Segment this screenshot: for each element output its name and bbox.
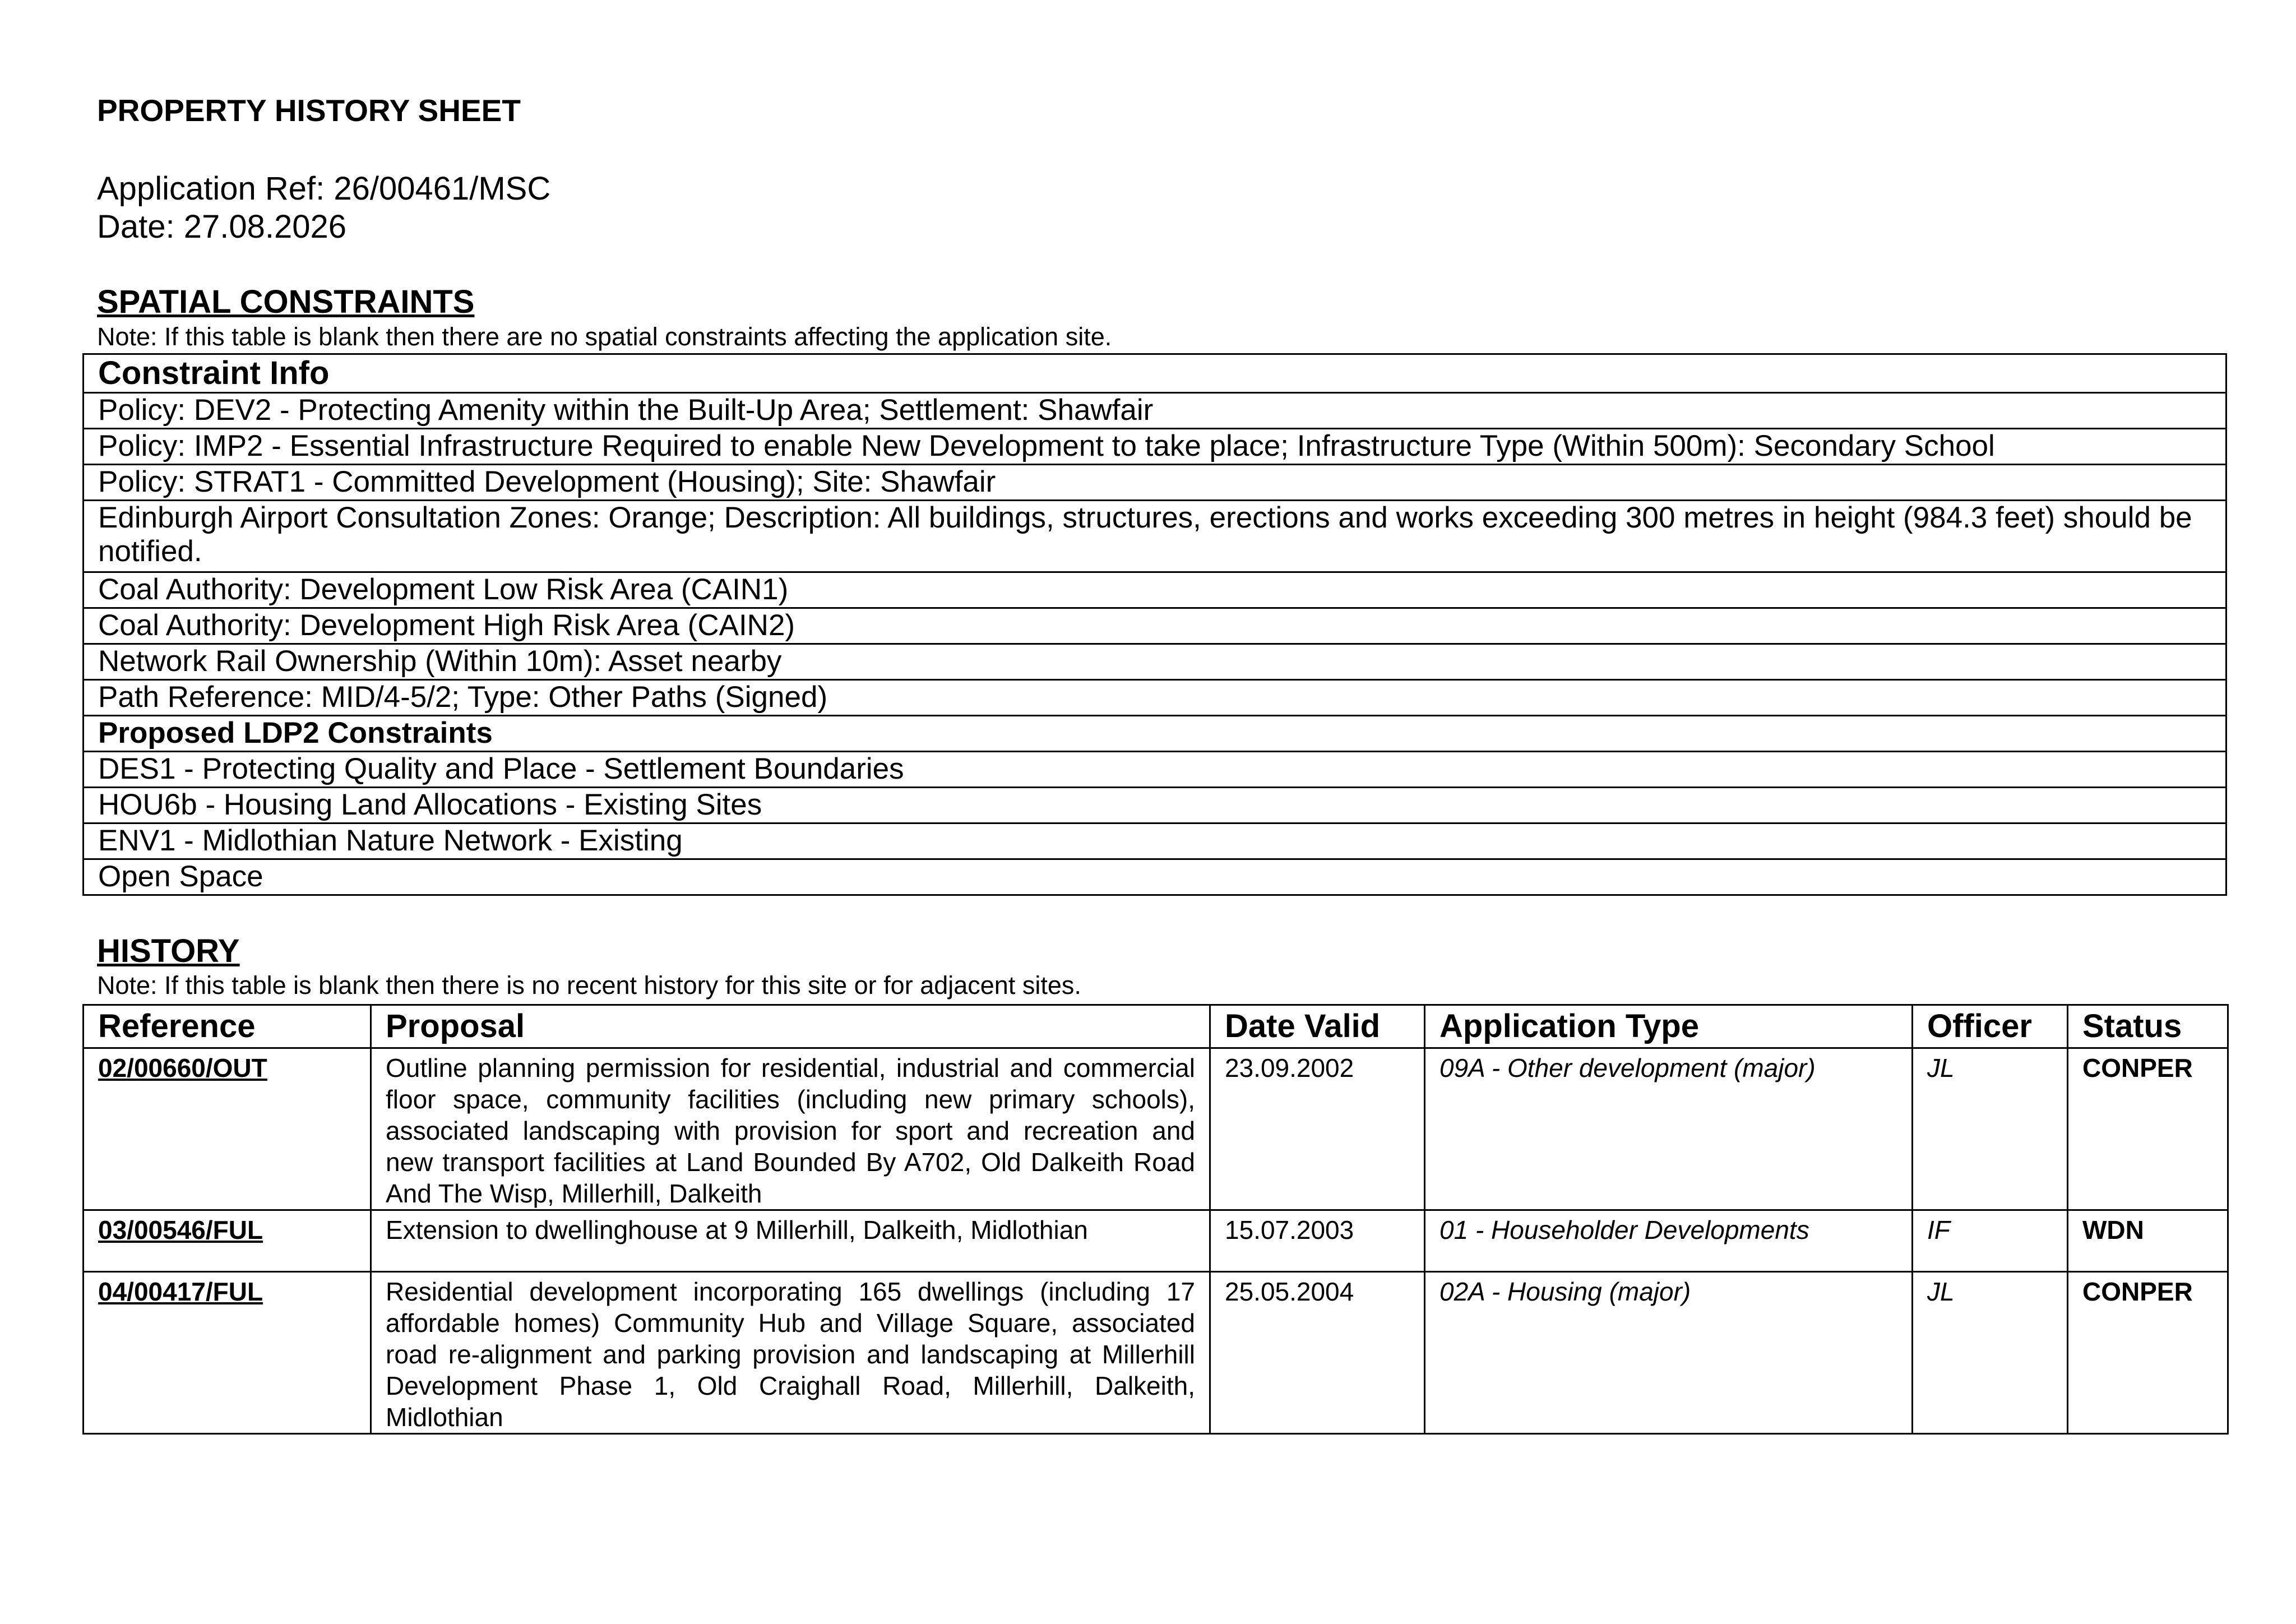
history-status-cell: CONPER (2068, 1272, 2228, 1434)
history-status-cell: CONPER (2068, 1048, 2228, 1210)
constraint-row: Policy: IMP2 - Essential Infrastructure Required to enable New Development to take place; Infrastructure Type (Within 500m): Secondary School (84, 429, 2226, 465)
ldp2-constraint-row: HOU6b - Housing Land Allocations - Existing Sites (84, 788, 2226, 823)
history-row (84, 1210, 2228, 1272)
history-title: HISTORY (97, 933, 240, 969)
column-header-date-valid: Date Valid (1210, 1005, 1425, 1048)
history-date-valid-cell: 15.07.2003 (1210, 1210, 1425, 1272)
history-reference-cell (84, 1048, 371, 1210)
history-proposal-cell: Outline planning permission for residential, industrial and commercial floor space, community facilities (including new primary schools), associated landscaping with provision for sport and recreation and new transport facilities at Land Bounded By A702, Old Dalkeith Road And The Wisp, Millerhill, Dalkeith (371, 1048, 1210, 1210)
column-header-proposal: Proposal (371, 1005, 1210, 1048)
history-row (84, 1272, 2228, 1434)
constraint-row: Coal Authority: Development High Risk Area (CAIN2) (84, 608, 2226, 644)
column-header-status: Status (2068, 1005, 2228, 1048)
ldp2-constraints-header: Proposed LDP2 Constraints (84, 716, 2226, 752)
constraint-row: Policy: STRAT1 - Committed Development (Housing); Site: Shawfair (84, 465, 2226, 501)
constraint-row: Policy: DEV2 - Protecting Amenity within the Built-Up Area; Settlement: Shawfair (84, 393, 2226, 429)
history-reference-link[interactable]: 02/00660/OUT (98, 1053, 267, 1082)
constraint-info-header: Constraint Info (84, 354, 2226, 393)
history-row (84, 1048, 2228, 1210)
history-date-valid-cell: 23.09.2002 (1210, 1048, 1425, 1210)
history-date-valid-cell: 25.05.2004 (1210, 1272, 1425, 1434)
history-header-row (84, 1005, 2228, 1048)
constraint-row: Path Reference: MID/4-5/2; Type: Other Paths (Signed) (84, 680, 2226, 716)
column-header-reference: Reference (84, 1005, 371, 1048)
history-application-type-cell: 02A - Housing (major) (1425, 1272, 1913, 1434)
column-header-officer: Officer (1913, 1005, 2068, 1048)
constraint-row: Coal Authority: Development Low Risk Area (CAIN1) (84, 572, 2226, 608)
history-status-cell: WDN (2068, 1210, 2228, 1272)
history-table (82, 1004, 2229, 1435)
spatial-constraints-title: SPATIAL CONSTRAINTS (97, 284, 475, 320)
document-title: PROPERTY HISTORY SHEET (97, 93, 521, 128)
history-officer-cell: IF (1913, 1210, 2068, 1272)
history-reference-link[interactable]: 04/00417/FUL (98, 1277, 263, 1306)
application-ref: Application Ref: 26/00461/MSC (97, 170, 551, 207)
history-proposal-cell: Residential development incorporating 165 dwellings (including 17 affordable homes) Community Hub and Village Square, associated road re-alignment and parking provision and landscaping at Millerhill Development Phase 1, Old Craighall Road, Millerhill, Dalkeith, Midlothian (371, 1272, 1210, 1434)
constraint-row: Edinburgh Airport Consultation Zones: Orange; Description: All buildings, structures, erections and works exceeding 300 metres in height (984.3 feet) should be notified. (84, 501, 2226, 572)
history-reference-cell (84, 1272, 371, 1434)
history-application-type-cell: 01 - Householder Developments (1425, 1210, 1913, 1272)
history-reference-cell (84, 1210, 371, 1272)
application-date: Date: 27.08.2026 (97, 209, 347, 245)
constraint-row: Network Rail Ownership (Within 10m): Asset nearby (84, 644, 2226, 680)
history-officer-cell: JL (1913, 1048, 2068, 1210)
history-note: Note: If this table is blank then there is no recent history for this site or for adjacent sites. (97, 971, 1081, 1000)
history-officer-cell: JL (1913, 1272, 2068, 1434)
constraints-table (82, 353, 2227, 896)
history-application-type-cell: 09A - Other development (major) (1425, 1048, 1913, 1210)
ldp2-constraint-row: ENV1 - Midlothian Nature Network - Existing (84, 823, 2226, 859)
history-proposal-cell: Extension to dwellinghouse at 9 Millerhill, Dalkeith, Midlothian (371, 1210, 1210, 1272)
ldp2-constraint-row: DES1 - Protecting Quality and Place - Settlement Boundaries (84, 752, 2226, 788)
spatial-constraints-note: Note: If this table is blank then there are no spatial constraints affecting the application site. (97, 322, 1112, 351)
history-reference-link[interactable]: 03/00546/FUL (98, 1215, 263, 1244)
ldp2-constraint-row: Open Space (84, 859, 2226, 895)
column-header-application-type: Application Type (1425, 1005, 1913, 1048)
